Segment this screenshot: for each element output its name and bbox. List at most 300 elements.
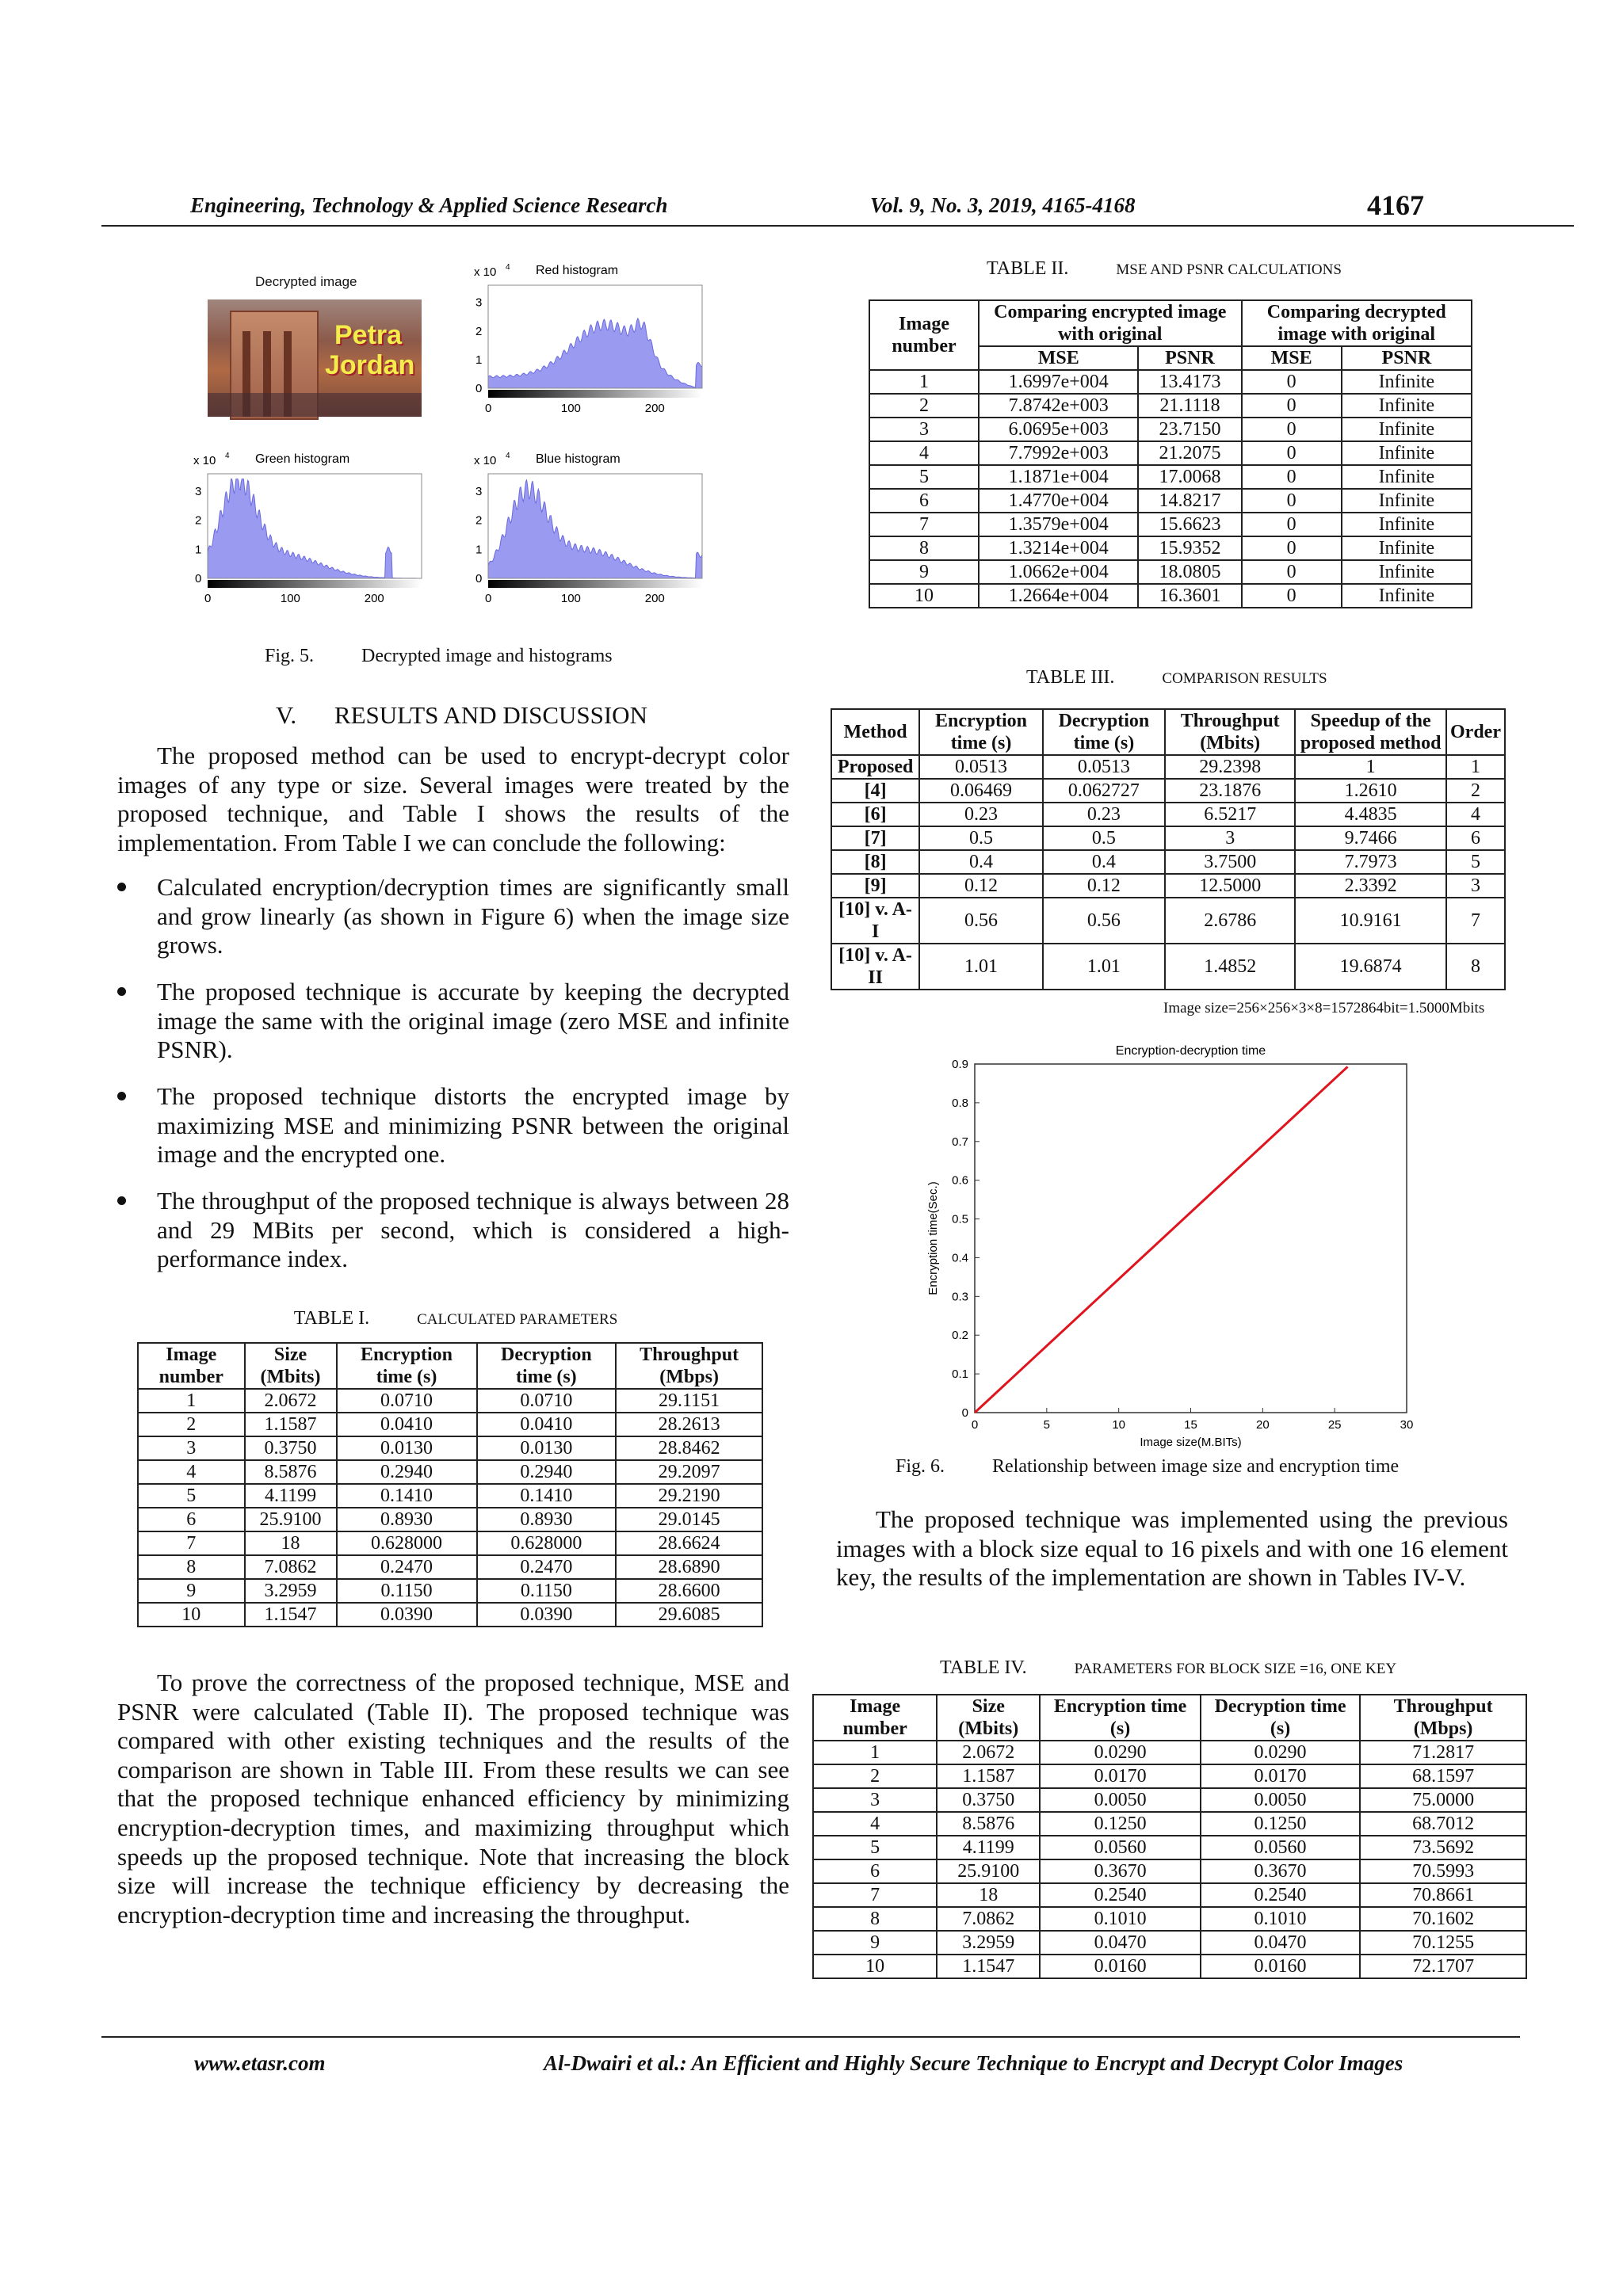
table-header: Decryption time (s): [1043, 709, 1165, 755]
table3-title: COMPARISON RESULTS: [1162, 670, 1327, 687]
table1-title: CALCULATED PARAMETERS: [417, 1311, 618, 1328]
table-cell: 29.0145: [616, 1508, 762, 1531]
table-cell: 1: [1295, 755, 1446, 779]
table-cell: 0.0170: [1201, 1764, 1360, 1788]
table-row: [831, 755, 1505, 779]
image-text-petra: Petra: [334, 320, 403, 350]
table-cell: 2: [1446, 779, 1505, 803]
table-cell: 29.6085: [616, 1603, 762, 1627]
intensity-gradient: [488, 390, 702, 398]
table-row: [138, 1531, 762, 1555]
table-cell: 0.56: [1043, 898, 1165, 944]
table-cell: 28.2613: [616, 1413, 762, 1436]
table2-caption: [872, 258, 1506, 280]
histogram-bars: [488, 318, 702, 388]
bullet-dot: [117, 1092, 126, 1100]
table-cell: 0.0050: [1040, 1788, 1201, 1812]
table-cell: 1.1871e+004: [979, 465, 1138, 489]
histogram: [488, 474, 702, 588]
x-tick-label: 200: [364, 592, 384, 605]
table-cell: 70.1255: [1360, 1931, 1526, 1955]
table-cell: 2: [138, 1413, 245, 1436]
table-row: [869, 489, 1472, 513]
table-cell: Infinite: [1342, 513, 1472, 536]
plot-frame: [975, 1064, 1407, 1413]
x-tick-label: 200: [644, 592, 665, 605]
table-cell: 68.1597: [1360, 1764, 1526, 1788]
table-cell: 7.0862: [937, 1907, 1040, 1931]
table-cell: 0.0513: [919, 755, 1043, 779]
table-cell: 68.7012: [1360, 1812, 1526, 1836]
bullet-dot: [117, 883, 126, 891]
table-cell: 2.6786: [1165, 898, 1295, 944]
table-header: Decryption time (s): [477, 1343, 617, 1389]
table-subheader: MSE: [1242, 346, 1342, 370]
table-cell: 0.0130: [337, 1436, 477, 1460]
table-cell: 1.2610: [1295, 779, 1446, 803]
table-cell: 17.0068: [1138, 465, 1241, 489]
table-row: [813, 1836, 1526, 1859]
table-cell: 0: [1242, 513, 1342, 536]
table-row: [138, 1555, 762, 1579]
table-cell: 18: [245, 1531, 337, 1555]
table-cell: 1.1547: [245, 1603, 337, 1627]
y-tick-label: 3: [475, 296, 483, 310]
table-cell: 1.4852: [1165, 944, 1295, 990]
table-row: [138, 1484, 762, 1508]
table-cell: 28.8462: [616, 1436, 762, 1460]
y-tick-label: 0.4: [952, 1251, 968, 1265]
table-cell: 0.0050: [1201, 1788, 1360, 1812]
table-cell: 7: [138, 1531, 245, 1555]
table-cell: 6.0695e+003: [979, 418, 1138, 441]
table-cell: 0.0560: [1040, 1836, 1201, 1859]
table-header: Decryption time (s): [1201, 1695, 1360, 1741]
x-axis-label: Image size(M.BITs): [1140, 1436, 1242, 1449]
y-tick-label: 0: [475, 572, 483, 585]
table2-label: TABLE II.: [987, 258, 1069, 279]
y-scale-label: x 10: [474, 454, 497, 467]
table-cell: 2.0672: [245, 1389, 337, 1413]
table-header: Throughput (Mbps): [1360, 1695, 1526, 1741]
table-cell: 2: [813, 1764, 937, 1788]
table-cell: 19.6874: [1295, 944, 1446, 990]
table-cell: 1.0662e+004: [979, 560, 1138, 584]
table-cell: 14.8217: [1138, 489, 1241, 513]
table-cell: 6: [813, 1859, 937, 1883]
table-cell: 9: [869, 560, 979, 584]
table-header: Speedup of the proposed method: [1295, 709, 1446, 755]
y-tick-label: 1: [475, 543, 483, 557]
table-cell: 0.2940: [477, 1460, 617, 1484]
table-cell: 21.1118: [1138, 394, 1241, 418]
y-tick-label: 2: [195, 513, 202, 528]
table-cell: 4: [869, 441, 979, 465]
table-3: [831, 708, 1506, 990]
table-cell: 2.3392: [1295, 874, 1446, 898]
y-tick-label: 3: [475, 485, 483, 498]
table-cell: [10] v. A-I: [831, 898, 919, 944]
table-cell: 8: [813, 1907, 937, 1931]
table-cell: 15.6623: [1138, 513, 1241, 536]
bullet-item: [117, 1082, 789, 1169]
table-cell: Proposed: [831, 755, 919, 779]
table-cell: 12.5000: [1165, 874, 1295, 898]
table-cell: 3.2959: [245, 1579, 337, 1603]
y-tick-label: 1: [475, 353, 483, 367]
table-cell: [6]: [831, 803, 919, 826]
y-tick-label: 0.6: [952, 1173, 968, 1188]
x-tick-label: 10: [1112, 1418, 1126, 1432]
x-tick-label: 30: [1400, 1418, 1414, 1432]
table3-note: Image size=256×256×3×8=1572864bit=1.5000Mbits: [1163, 1000, 1485, 1016]
table-cell: 1: [138, 1389, 245, 1413]
x-tick-label: 5: [1043, 1418, 1051, 1432]
table-cell: 0: [1242, 560, 1342, 584]
table-cell: 7.8742e+003: [979, 394, 1138, 418]
table-cell: [8]: [831, 850, 919, 874]
page-number: 4167: [1367, 189, 1424, 221]
fig6-caption-num: Fig. 6.: [896, 1456, 945, 1477]
x-tick-label: 100: [280, 592, 300, 605]
table-cell: 0.0710: [337, 1389, 477, 1413]
table-cell: 8: [138, 1555, 245, 1579]
table-cell: 9: [813, 1931, 937, 1955]
table-cell: 0.3750: [245, 1436, 337, 1460]
fig5-caption-text: Decrypted image and histograms: [361, 646, 613, 666]
table-row: [869, 513, 1472, 536]
table-cell: 0.1410: [477, 1484, 617, 1508]
table-cell: 0: [1242, 465, 1342, 489]
intensity-gradient: [208, 580, 422, 588]
table-cell: 0.12: [1043, 874, 1165, 898]
table-cell: 3.7500: [1165, 850, 1295, 874]
table-cell: 0.0710: [477, 1389, 617, 1413]
table-cell: 0.0390: [477, 1603, 617, 1627]
chart-title: Encryption-decryption time: [1115, 1044, 1266, 1058]
table-row: [813, 1907, 1526, 1931]
table-cell: 0.0290: [1201, 1741, 1360, 1764]
table-cell: 4: [1446, 803, 1505, 826]
table-cell: 0.2540: [1201, 1883, 1360, 1907]
header-rule: [101, 225, 1574, 227]
table-row: [138, 1389, 762, 1413]
table-cell: 1.1587: [937, 1764, 1040, 1788]
histogram-title: Red histogram: [536, 264, 619, 277]
image-text-jordan: Jordan: [325, 350, 415, 380]
table-header: Image number: [869, 300, 979, 370]
table-cell: [9]: [831, 874, 919, 898]
table-cell: 3.2959: [937, 1931, 1040, 1955]
table-subheader: PSNR: [1138, 346, 1241, 370]
table-cell: 0: [1242, 418, 1342, 441]
y-tick-label: 0.9: [952, 1058, 968, 1071]
table-cell: 0.56: [919, 898, 1043, 944]
table-cell: 2: [869, 394, 979, 418]
table-row: [813, 1931, 1526, 1955]
journal-title: Engineering, Technology & Applied Science Research: [190, 193, 668, 217]
x-tick-label: 25: [1327, 1418, 1342, 1432]
table-cell: 6.5217: [1165, 803, 1295, 826]
table-cell: Infinite: [1342, 536, 1472, 560]
table-cell: 1: [1446, 755, 1505, 779]
table-cell: 0.0470: [1201, 1931, 1360, 1955]
table-cell: 0.0410: [477, 1413, 617, 1436]
table-cell: 0.5: [919, 826, 1043, 850]
table-cell: 9.7466: [1295, 826, 1446, 850]
table-cell: 4.1199: [937, 1836, 1040, 1859]
table-cell: 25.9100: [937, 1859, 1040, 1883]
table-cell: 6: [1446, 826, 1505, 850]
table-row: [869, 441, 1472, 465]
table-cell: 0.12: [919, 874, 1043, 898]
table-cell: 4.4835: [1295, 803, 1446, 826]
table-cell: 1.1547: [937, 1955, 1040, 1978]
table-row: [813, 1883, 1526, 1907]
table-cell: 1.3579e+004: [979, 513, 1138, 536]
table-cell: 7.0862: [245, 1555, 337, 1579]
y-tick-label: 2: [475, 513, 483, 528]
x-tick-label: 0: [485, 592, 492, 605]
table-cell: 75.0000: [1360, 1788, 1526, 1812]
table-cell: 70.1602: [1360, 1907, 1526, 1931]
table-header: Encryption time (s): [1040, 1695, 1201, 1741]
table-row: [831, 803, 1505, 826]
table-1: [137, 1342, 763, 1627]
table-cell: 0.0410: [337, 1413, 477, 1436]
table-cell: 8: [869, 536, 979, 560]
table-row: [138, 1579, 762, 1603]
table-cell: 1.3214e+004: [979, 536, 1138, 560]
table-cell: Infinite: [1342, 560, 1472, 584]
table-header: Comparing decrypted image with original: [1242, 300, 1472, 346]
table-cell: [10] v. A-II: [831, 944, 919, 990]
table-cell: 0.0470: [1040, 1931, 1201, 1955]
table-cell: 13.4173: [1138, 370, 1241, 394]
table-cell: 21.2075: [1138, 441, 1241, 465]
table-cell: 0.0560: [1201, 1836, 1360, 1859]
table-cell: 0.1150: [477, 1579, 617, 1603]
table-cell: 8.5876: [245, 1460, 337, 1484]
table1-label: TABLE I.: [293, 1308, 370, 1329]
table-cell: 4: [813, 1812, 937, 1836]
footer-website: www.etasr.com: [194, 2051, 326, 2075]
x-tick-label: 15: [1184, 1418, 1197, 1432]
table-cell: 29.2190: [616, 1484, 762, 1508]
table-cell: 10: [813, 1955, 937, 1978]
table-cell: 7: [869, 513, 979, 536]
table-cell: 0: [1242, 489, 1342, 513]
table-cell: Infinite: [1342, 465, 1472, 489]
y-tick-label: 3: [195, 485, 202, 498]
table-cell: 0.2470: [477, 1555, 617, 1579]
table-cell: 0: [1242, 584, 1342, 608]
table-header: Throughput (Mbits): [1165, 709, 1295, 755]
table-cell: 15.9352: [1138, 536, 1241, 560]
table-cell: 29.2398: [1165, 755, 1295, 779]
table-cell: Infinite: [1342, 370, 1472, 394]
histograms-svg: [193, 261, 848, 634]
table-cell: 6: [138, 1508, 245, 1531]
y-scale-label: x 10: [193, 454, 216, 467]
bullet-item: [117, 873, 789, 960]
table-cell: 0.628000: [477, 1531, 617, 1555]
table4-label: TABLE IV.: [940, 1657, 1027, 1678]
y-tick-label: 0.7: [952, 1135, 968, 1149]
table-2: [869, 299, 1472, 608]
table-cell: 5: [869, 465, 979, 489]
table-cell: 0.5: [1043, 826, 1165, 850]
y-tick-label: 0: [961, 1406, 968, 1420]
table-cell: 0.4: [1043, 850, 1165, 874]
table-header: Image number: [813, 1695, 937, 1741]
table4-title: PARAMETERS FOR BLOCK SIZE =16, ONE KEY: [1074, 1661, 1397, 1677]
table-cell: 3: [869, 418, 979, 441]
y-tick-label: 0: [195, 572, 202, 585]
table-cell: 3: [1446, 874, 1505, 898]
panel-title-decrypted: Decrypted image: [255, 274, 357, 289]
table-cell: 28.6890: [616, 1555, 762, 1579]
table-cell: 3: [138, 1436, 245, 1460]
table-cell: 9: [138, 1579, 245, 1603]
histogram-bars: [208, 479, 422, 578]
table-cell: 1.01: [919, 944, 1043, 990]
table-cell: 70.8661: [1360, 1883, 1526, 1907]
table-cell: 5: [138, 1484, 245, 1508]
table-cell: 72.1707: [1360, 1955, 1526, 1978]
table-header: Image number: [138, 1343, 245, 1389]
table-cell: 0.0160: [1040, 1955, 1201, 1978]
table-row: [869, 536, 1472, 560]
bullet-dot: [117, 987, 126, 996]
y-scale-exponent: 4: [506, 263, 510, 272]
table-cell: 3: [1165, 826, 1295, 850]
footer-rule: [101, 2036, 1520, 2038]
table-row: [869, 418, 1472, 441]
section-numeral: V.: [276, 701, 297, 729]
table-row: [138, 1603, 762, 1627]
bullet-text: Calculated encryption/decryption times are significantly small and grow linearly (as shown in Figure 6) when the image size grows.: [157, 873, 789, 959]
section-heading: [276, 701, 647, 730]
figure-5: [193, 261, 848, 634]
table-cell: 7: [1446, 898, 1505, 944]
table-cell: 0.23: [919, 803, 1043, 826]
table-cell: 1.2664e+004: [979, 584, 1138, 608]
section-title: RESULTS AND DISCUSSION: [334, 701, 647, 729]
table-cell: 1: [813, 1741, 937, 1764]
bullet-item: [117, 978, 789, 1065]
table-row: [813, 1812, 1526, 1836]
table-cell: 1.1587: [245, 1413, 337, 1436]
table-cell: 1.01: [1043, 944, 1165, 990]
table-cell: 0: [1242, 536, 1342, 560]
paragraph-1: The proposed method can be used to encrypt-decrypt color images of any type or size. Several images were treated by the proposed technique, and Table I shows the results of the implementation. From Table I we can conclude the following:: [117, 742, 789, 856]
intensity-gradient: [488, 580, 702, 588]
table-cell: 10: [869, 584, 979, 608]
table-row: [831, 850, 1505, 874]
table-row: [813, 1764, 1526, 1788]
x-tick-label: 100: [560, 592, 581, 605]
table-row: [831, 944, 1505, 990]
table-cell: 71.2817: [1360, 1741, 1526, 1764]
table-cell: 0.1010: [1201, 1907, 1360, 1931]
y-tick-label: 0.3: [952, 1290, 968, 1304]
table-row: [813, 1788, 1526, 1812]
table-cell: 0.0390: [337, 1603, 477, 1627]
table-cell: 1.6997e+004: [979, 370, 1138, 394]
y-tick-label: 0.2: [952, 1329, 968, 1343]
fig6-caption-text: Relationship between image size and encryption time: [992, 1456, 1400, 1477]
table-cell: Infinite: [1342, 441, 1472, 465]
table-cell: 0.1250: [1201, 1812, 1360, 1836]
bullet-text: The throughput of the proposed technique is always between 28 and 29 MBits per second, which is considered a high-performance index.: [157, 1187, 789, 1273]
table-cell: 5: [813, 1836, 937, 1859]
bullet-text: The proposed technique is accurate by keeping the decrypted image the same with the original image (zero MSE and infinite PSNR).: [157, 978, 789, 1064]
table-cell: 0.3750: [937, 1788, 1040, 1812]
table1-caption: [139, 1308, 773, 1329]
histogram: [208, 474, 422, 588]
table-cell: 7.7973: [1295, 850, 1446, 874]
table-cell: 0.1150: [337, 1579, 477, 1603]
table-cell: 0.1410: [337, 1484, 477, 1508]
fig5-caption-num: Fig. 5.: [265, 646, 315, 666]
series-line: [975, 1066, 1348, 1413]
table-cell: 0.06469: [919, 779, 1043, 803]
table-cell: 0.3670: [1040, 1859, 1201, 1883]
y-tick-label: 0.1: [952, 1367, 968, 1382]
table-row: [869, 370, 1472, 394]
table-cell: 10.9161: [1295, 898, 1446, 944]
table-header: Encryption time (s): [337, 1343, 477, 1389]
table-cell: 25.9100: [245, 1508, 337, 1531]
table-cell: 3: [813, 1788, 937, 1812]
table-row: [813, 1859, 1526, 1883]
table-cell: 1.4770e+004: [979, 489, 1138, 513]
table-cell: 28.6600: [616, 1579, 762, 1603]
table-cell: 0: [1242, 441, 1342, 465]
table-subheader: MSE: [979, 346, 1138, 370]
table-cell: [7]: [831, 826, 919, 850]
table-cell: 0.1010: [1040, 1907, 1201, 1931]
table-cell: 5: [1446, 850, 1505, 874]
table-cell: 4.1199: [245, 1484, 337, 1508]
table-cell: 73.5692: [1360, 1836, 1526, 1859]
bullet-item: [117, 1187, 789, 1274]
table-cell: Infinite: [1342, 584, 1472, 608]
table-cell: 0.8930: [477, 1508, 617, 1531]
y-scale-exponent: 4: [225, 452, 230, 460]
table-cell: 6: [869, 489, 979, 513]
table-cell: 2.0672: [937, 1741, 1040, 1764]
table-cell: 18: [937, 1883, 1040, 1907]
x-tick-label: 200: [644, 402, 665, 415]
table-cell: 0.2940: [337, 1460, 477, 1484]
table-row: [869, 584, 1472, 608]
table-cell: 7.7992e+003: [979, 441, 1138, 465]
table-cell: 0: [1242, 394, 1342, 418]
table-row: [831, 826, 1505, 850]
table-row: [831, 874, 1505, 898]
table-row: [813, 1741, 1526, 1764]
table-cell: 0: [1242, 370, 1342, 394]
table-header: Method: [831, 709, 919, 755]
table-cell: 23.1876: [1165, 779, 1295, 803]
table-cell: 10: [138, 1603, 245, 1627]
volume-info: Vol. 9, No. 3, 2019, 4165-4168: [870, 193, 1136, 217]
table-row: [869, 394, 1472, 418]
table-cell: 0.2540: [1040, 1883, 1201, 1907]
table-row: [869, 560, 1472, 584]
